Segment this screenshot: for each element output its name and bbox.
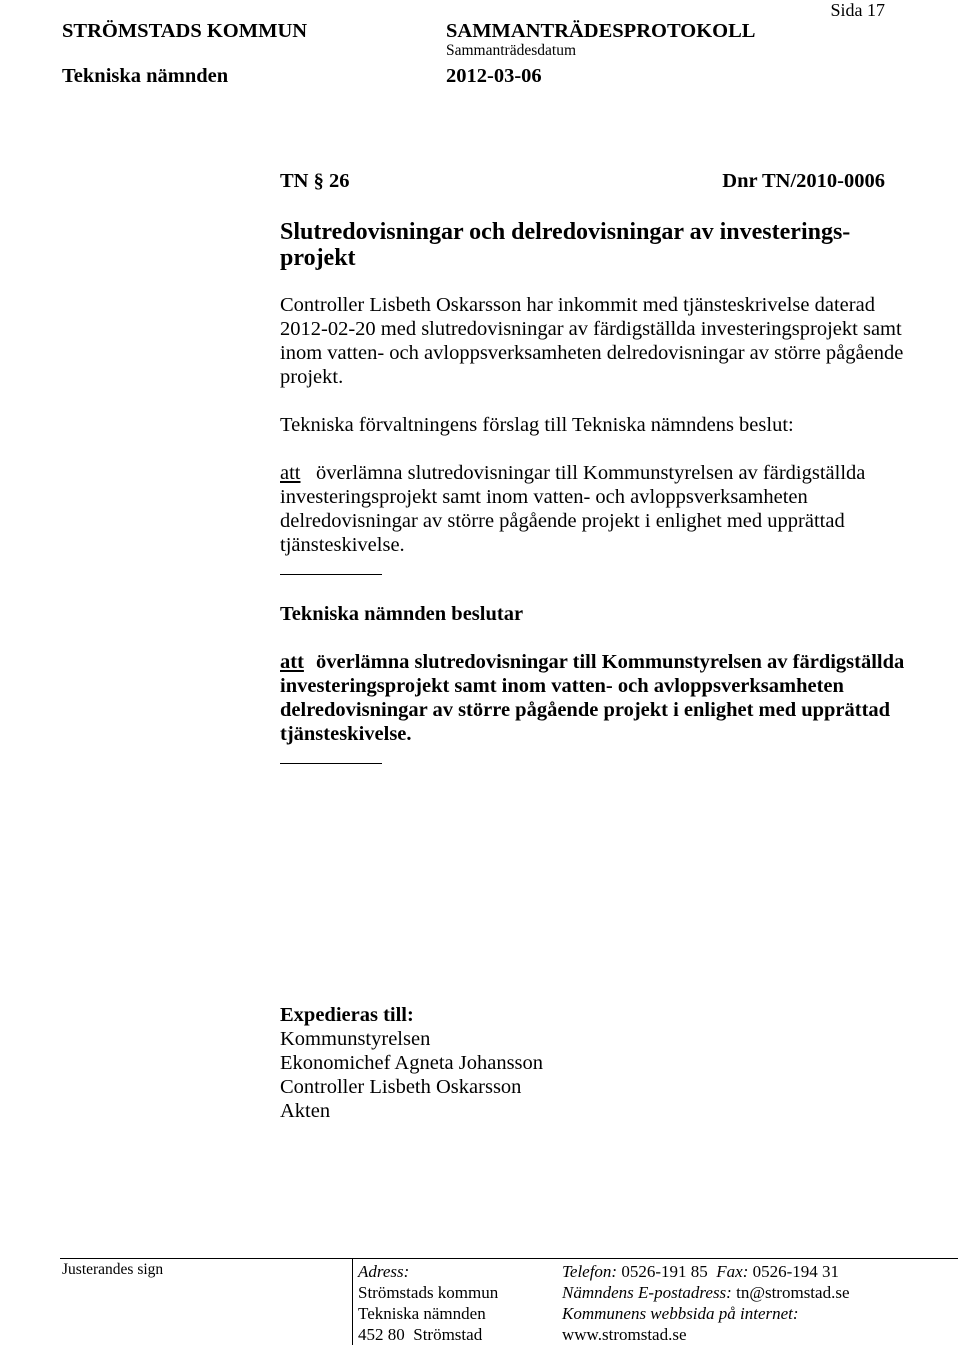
- paragraph-line: inom vatten- och avloppsverksamheten delredovisningar av större pågående: [280, 342, 904, 364]
- decision-text-line: tjänsteskivelse.: [280, 723, 412, 745]
- proposal-text-line: tjänsteskivelse.: [280, 534, 405, 556]
- phone-fax-line: [562, 1261, 850, 1282]
- fax-number: 0526-194 31: [752, 1262, 840, 1281]
- meeting-date-label: Sammanträdesdatum: [446, 42, 576, 59]
- case-title: [280, 219, 850, 271]
- proposal-text-line: investeringsprojekt samt inom vatten- och avloppsverksamheten: [280, 486, 808, 508]
- distribution-recipient: Controller Lisbeth Oskarsson: [280, 1076, 522, 1098]
- paragraph-line: 2012-02-20 med slutredovisningar av färdigställda investeringsprojekt samt: [280, 318, 902, 340]
- address-line: 452 80 Strömstad: [358, 1325, 483, 1344]
- proposal-text: [280, 461, 865, 557]
- case-number: TN § 26: [280, 170, 350, 192]
- email-label: Nämndens E-postadress:: [562, 1283, 732, 1302]
- committee-name: Tekniska nämnden: [62, 65, 229, 87]
- decision-text: [280, 650, 904, 746]
- phone-number: 0526-191 85: [621, 1262, 708, 1281]
- address-label: Adress:: [358, 1262, 410, 1281]
- background-paragraph: [280, 293, 903, 389]
- proposal-first-line-text: överlämna slutredovisningar till Kommunstyrelsen av färdigställda: [316, 462, 866, 484]
- website-address: www.stromstad.se: [562, 1325, 687, 1344]
- decision-first-line-text: överlämna slutredovisningar till Kommunstyrelsen av färdigställda: [316, 651, 905, 673]
- proposal-keyword: att: [280, 462, 301, 484]
- decision-heading: Tekniska nämnden beslutar: [280, 603, 524, 625]
- footer-rule: [60, 1258, 958, 1259]
- meeting-date: 2012-03-06: [446, 65, 542, 87]
- website-label: Kommunens webbsida på internet:: [562, 1304, 799, 1323]
- contact-block: [562, 1261, 850, 1345]
- address-line: Strömstads kommun: [358, 1283, 499, 1302]
- document-type: SAMMANTRÄDESPROTOKOLL: [446, 20, 756, 42]
- distribution-recipient: Akten: [280, 1100, 331, 1122]
- decision-text-line: investeringsprojekt samt inom vatten- och avloppsverksamheten: [280, 675, 844, 697]
- email-address: tn@stromstad.se: [736, 1283, 850, 1302]
- distribution-heading: Expedieras till:: [280, 1004, 414, 1026]
- decision-first-line: [280, 650, 904, 674]
- distribution-recipient: Kommunstyrelsen: [280, 1028, 431, 1050]
- proposal-heading: Tekniska förvaltningens förslag till Tekniska nämndens beslut:: [280, 414, 794, 436]
- decision-text-line: delredovisningar av större pågående projekt i enlighet med upprättad: [280, 699, 891, 721]
- address-block: [358, 1261, 498, 1345]
- proposal-first-line: [280, 461, 865, 485]
- distribution-recipient: Ekonomichef Agneta Johansson: [280, 1052, 544, 1074]
- distribution-list: [280, 1003, 543, 1123]
- footer-column-divider: [352, 1258, 353, 1345]
- phone-label: Telefon:: [562, 1262, 618, 1281]
- fax-label: Fax:: [716, 1262, 749, 1281]
- signature-label: Justerandes sign: [62, 1261, 164, 1278]
- case-reference: Dnr TN/2010-0006: [722, 170, 885, 192]
- email-line: [562, 1282, 850, 1303]
- municipality-name: STRÖMSTADS KOMMUN: [62, 20, 308, 42]
- address-line: Tekniska nämnden: [358, 1304, 486, 1323]
- paragraph-line: projekt.: [280, 366, 344, 388]
- section-divider: [280, 574, 382, 575]
- section-divider: [280, 763, 382, 764]
- paragraph-line: Controller Lisbeth Oskarsson har inkommit med tjänsteskrivelse daterad: [280, 294, 875, 316]
- proposal-text-line: delredovisningar av större pågående projekt i enlighet med upprättad: [280, 510, 845, 532]
- case-title-line: projekt: [280, 245, 356, 271]
- page-number: Sida 17: [830, 0, 885, 20]
- case-title-line: Slutredovisningar och delredovisningar av investerings-: [280, 219, 851, 245]
- decision-keyword: att: [280, 651, 304, 673]
